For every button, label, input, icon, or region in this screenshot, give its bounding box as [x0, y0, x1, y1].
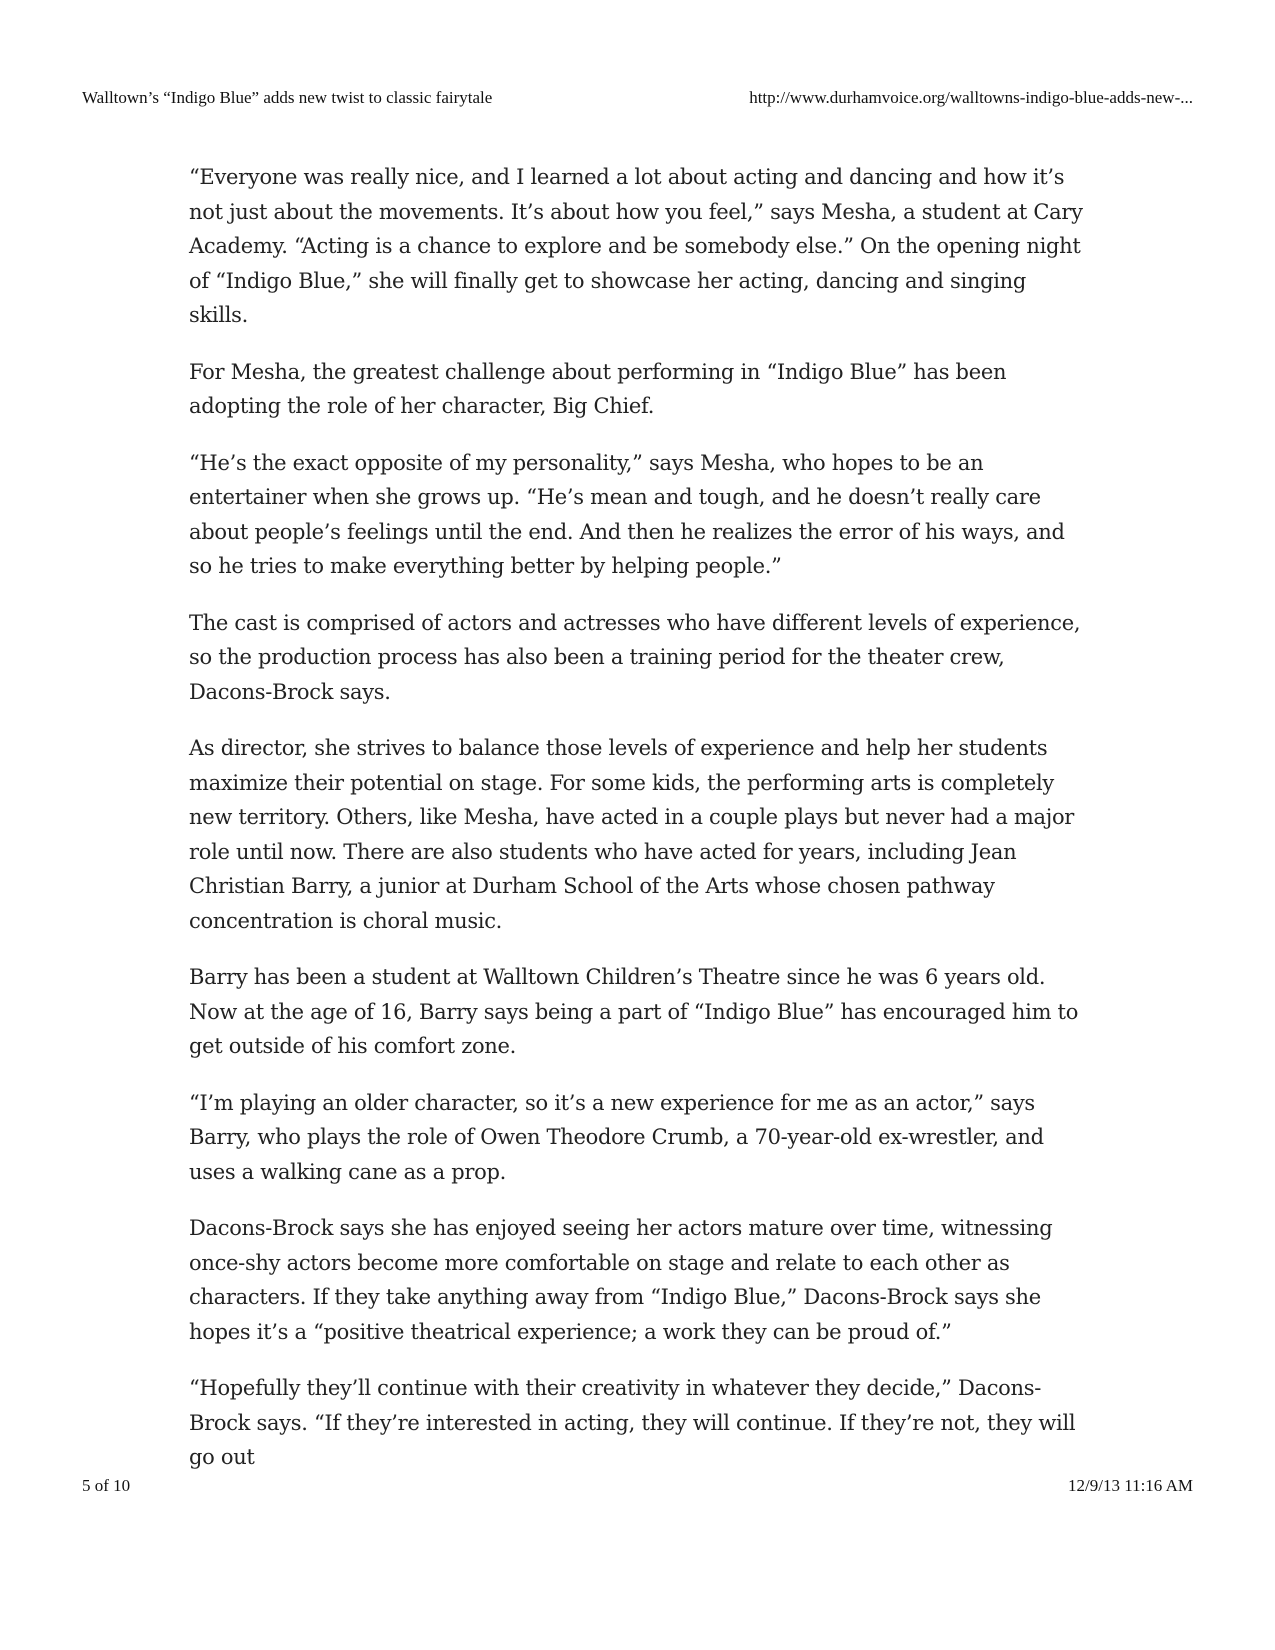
article-paragraph: For Mesha, the greatest challenge about performing in “Indigo Blue” has been adopting the role of her character, Big Chief. [189, 359, 1007, 418]
article-paragraph: The cast is comprised of actors and actresses who have different levels of experience, so the production process has also been a training period for the theater crew, Dacons-Brock says. [189, 610, 1081, 704]
print-timestamp: 12/9/13 11:16 AM [1068, 1476, 1193, 1495]
print-footer [82, 1476, 1193, 1500]
article-paragraph: As director, she strives to balance those levels of experience and help her students maximize their potential on stage. For some kids, the performing arts is completely new territory. Others, like Mesha, have acted in a couple plays but never had a major role until now. There are also students who have acted for years, including Jean Christian Barry, a junior at Durham School of the Arts whose chosen pathway concentration is choral music. [189, 736, 1075, 933]
page-title: Walltown’s “Indigo Blue” adds new twist to classic fairytale [82, 88, 493, 107]
page-indicator: 5 of 10 [82, 1476, 131, 1495]
print-header [82, 88, 1193, 112]
article-paragraph: “Hopefully they’ll continue with their creativity in whatever they decide,” Dacons-Brock says. “If they’re interested in acting, they will continue. If they’re not, they will go out [189, 1376, 1076, 1469]
page-url[interactable]: http://www.durhamvoice.org/walltowns-indigo-blue-adds-new-... [749, 88, 1193, 107]
article-paragraph: Dacons-Brock says she has enjoyed seeing her actors mature over time, witnessing once-shy actors become more comfortable on stage and relate to each other as characters. If they take anything away from “Indigo Blue,” Dacons-Brock says she hopes it’s a “positive theatrical experience; a work they can be proud of.” [189, 1216, 1053, 1344]
article-body [189, 160, 1089, 1497]
article-paragraph: Barry has been a student at Walltown Children’s Theatre since he was 6 years old. Now at the age of 16, Barry says being a part of “Indigo Blue” has encouraged him to get outside of his comfort zone. [189, 965, 1079, 1058]
article-paragraph: “He’s the exact opposite of my personality,” says Mesha, who hopes to be an entertainer when she grows up. “He’s mean and tough, and he doesn’t really care about people’s feelings until the end. And then he realizes the error of his ways, and so he tries to make everything better by helping people.” [189, 450, 1065, 578]
article-paragraph: “I’m playing an older character, so it’s a new experience for me as an actor,” says Barry, who plays the role of Owen Theodore Crumb, a 70-year-old ex-wrestler, and uses a walking cane as a prop. [189, 1090, 1044, 1184]
article-paragraph: “Everyone was really nice, and I learned a lot about acting and dancing and how it’s not just about the movements. It’s about how you feel,” says Mesha, a student at Cary Academy. “Acting is a chance to explore and be somebody else.” On the opening night of “Indigo Blue,” she will finally get to showcase her acting, dancing and singing skills. [189, 165, 1083, 327]
